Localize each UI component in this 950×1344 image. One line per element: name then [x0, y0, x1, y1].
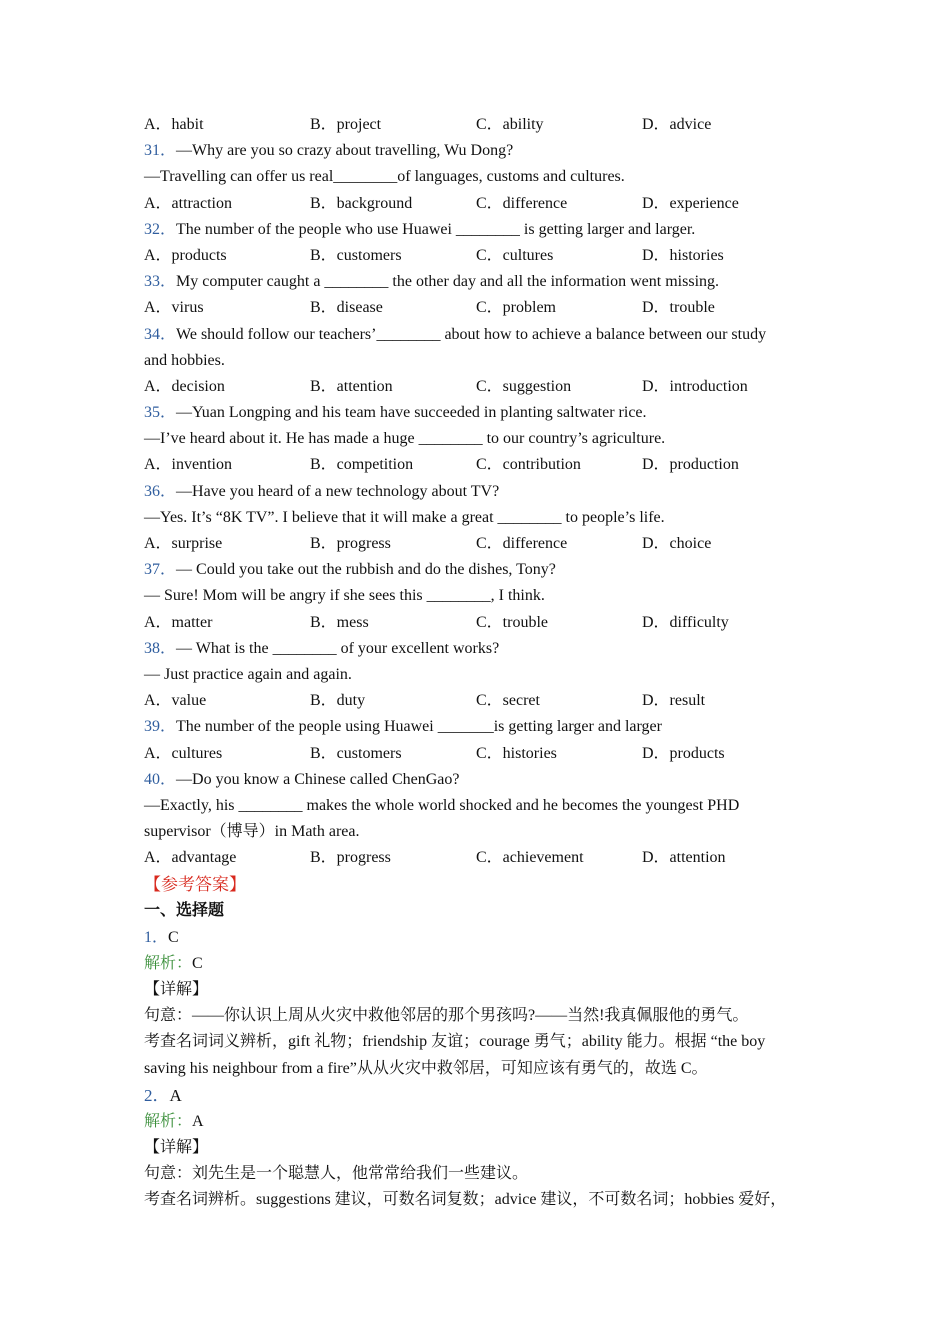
question-number: 32．: [144, 220, 177, 238]
option-d: D．difficulty: [642, 613, 729, 631]
option-b: B．disease: [310, 299, 383, 317]
option-a: A．products: [144, 246, 227, 264]
question-text-line: —I’ve heard about it. He has made a huge ________ to our country’s agriculture.: [144, 430, 666, 448]
explanation-label: 解析：: [144, 954, 193, 972]
option-b: B．customers: [310, 744, 402, 762]
question-number: 40．: [144, 770, 177, 788]
option-c: C．achievement: [476, 849, 584, 867]
answer-2: [144, 1082, 814, 1109]
question-33: [144, 269, 814, 295]
options-q40: [144, 845, 814, 871]
question-text-line: and hobbies.: [144, 351, 225, 369]
explanation-value: C: [192, 954, 203, 972]
question-number: 33．: [144, 273, 177, 291]
question-35: [144, 400, 814, 426]
question-text: The number of the people who use Huawei ________ is getting larger and larger.: [176, 220, 696, 238]
detail-label: 【详解】: [144, 981, 209, 998]
answer-value: A: [169, 1085, 182, 1105]
analysis-line: saving his neighbour from a fire”从从火灾中救邻居，可知应该有勇气的，故选 C。: [144, 1059, 708, 1077]
question-text: —Yuan Longping and his team have succeeded in planting saltwater rice.: [176, 404, 647, 422]
option-d: D．trouble: [642, 299, 715, 317]
question-text-line: —Exactly, his ________ makes the whole world shocked and he becomes the youngest PHD: [144, 796, 740, 814]
option-d: D．production: [642, 456, 739, 474]
option-c: C．contribution: [476, 456, 581, 474]
option-a: A．matter: [144, 613, 213, 631]
question-text-line: — Just practice again and again.: [144, 665, 352, 683]
option-b: B．attention: [310, 377, 393, 395]
option-b: B．background: [310, 194, 413, 212]
question-32: [144, 217, 814, 243]
question-37: [144, 557, 814, 583]
option-a: A．habit: [144, 116, 204, 133]
option-c: C．secret: [476, 692, 540, 710]
option-a: A．cultures: [144, 744, 223, 762]
option-a: A．value: [144, 692, 207, 710]
analysis-line: 考查名词辨析。suggestions 建议，可数名词复数；advice 建议，不可数名词；hobbies 爱好，: [144, 1191, 787, 1209]
option-d: D．histories: [642, 246, 724, 264]
options-q31: [144, 191, 814, 217]
question-number: 31．: [144, 142, 177, 160]
question-38: [144, 636, 814, 662]
sentence-meaning: 句意：——你认识上周从火灾中救他邻居的那个男孩吗?——当然!我真佩服他的勇气。: [144, 1007, 749, 1025]
option-c: C．suggestion: [476, 377, 572, 395]
question-31: [144, 138, 814, 164]
explanation-value: A: [192, 1112, 204, 1130]
question-36: [144, 479, 814, 505]
option-d: D．attention: [642, 849, 726, 867]
options-q38: [144, 688, 814, 714]
option-a: A．invention: [144, 456, 232, 474]
answer-key-header: 【参考答案】: [144, 875, 246, 895]
question-text-line: —Yes. It’s “8K TV”. I believe that it will make a great ________ to people’s life.: [144, 508, 665, 526]
detail-label: 【详解】: [144, 1138, 209, 1156]
option-a: A．attraction: [144, 194, 232, 212]
options-q33: [144, 295, 814, 321]
analysis-line: 考查名词词义辨析，gift 礼物；friendship 友谊；courage 勇气；ability 能力。根据 “the boy: [144, 1033, 766, 1051]
question-text-line: — Sure! Mom will be angry if she sees this ________, I think.: [144, 587, 545, 605]
question-text: My computer caught a ________ the other day and all the information went missing.: [176, 273, 720, 291]
option-d: D．experience: [642, 194, 739, 212]
question-text: — What is the ________ of your excellent works?: [176, 639, 500, 657]
question-number: 38．: [144, 639, 177, 657]
options-q39: [144, 741, 814, 767]
option-b: B．mess: [310, 613, 369, 631]
option-a: A．surprise: [144, 535, 223, 552]
option-d: D．products: [642, 744, 725, 762]
question-text: —Do you know a Chinese called ChenGao?: [176, 770, 460, 788]
option-c: C．histories: [476, 744, 557, 762]
answer-value: C: [168, 928, 179, 946]
question-text: —Why are you so crazy about travelling, Wu Dong?: [176, 142, 514, 160]
sentence-meaning: 句意：刘先生是一个聪慧人，他常常给我们一些建议。: [144, 1165, 529, 1183]
option-a: A．virus: [144, 299, 204, 317]
question-text: The number of the people using Huawei _______is getting larger and larger: [176, 718, 662, 736]
option-c: C．ability: [476, 116, 544, 133]
answer-1: [144, 925, 814, 951]
question-text-line: —Travelling can offer us real________of languages, customs and cultures.: [144, 168, 625, 186]
answer-number: 1．: [144, 928, 169, 946]
option-d: D．result: [642, 692, 706, 710]
question-number: 35．: [144, 404, 177, 422]
options-q36: [144, 531, 814, 557]
options-q30: [144, 112, 814, 138]
option-c: C．trouble: [476, 613, 548, 631]
option-c: C．difference: [476, 194, 568, 212]
question-text: We should follow our teachers’________ about how to achieve a balance between our study: [176, 325, 767, 343]
explanation-2: [144, 1109, 814, 1135]
options-q35: [144, 452, 814, 478]
option-b: B．progress: [310, 535, 391, 552]
option-d: D．choice: [642, 535, 712, 552]
question-text: — Could you take out the rubbish and do the dishes, Tony?: [176, 561, 556, 579]
question-39: [144, 714, 814, 740]
option-a: A．decision: [144, 377, 225, 395]
question-number: 34．: [144, 325, 177, 343]
question-text-line: supervisor（博导）in Math area.: [144, 823, 360, 841]
question-number: 39．: [144, 718, 177, 736]
option-a: A．advantage: [144, 849, 237, 867]
options-q37: [144, 610, 814, 636]
option-b: B．customers: [310, 246, 402, 264]
explanation-1: [144, 951, 814, 977]
option-c: C．cultures: [476, 246, 554, 264]
options-q32: [144, 243, 814, 269]
explanation-label: 解析：: [144, 1112, 193, 1130]
question-number: 37．: [144, 561, 177, 579]
question-number: 36．: [144, 482, 177, 500]
options-q34: [144, 374, 814, 400]
option-b: B．project: [310, 116, 382, 133]
question-40: [144, 767, 814, 793]
question-34: [144, 322, 814, 348]
section-title: 一、选择题: [144, 902, 225, 920]
document-page: [144, 112, 814, 1214]
option-b: B．competition: [310, 456, 414, 474]
option-c: C．difference: [476, 535, 568, 552]
option-d: D．advice: [642, 116, 712, 133]
question-text: —Have you heard of a new technology about TV?: [176, 482, 500, 500]
answer-number: 2．: [144, 1085, 170, 1105]
option-d: D．introduction: [642, 377, 748, 395]
option-b: B．progress: [310, 849, 391, 867]
option-b: B．duty: [310, 692, 366, 710]
option-c: C．problem: [476, 299, 556, 317]
